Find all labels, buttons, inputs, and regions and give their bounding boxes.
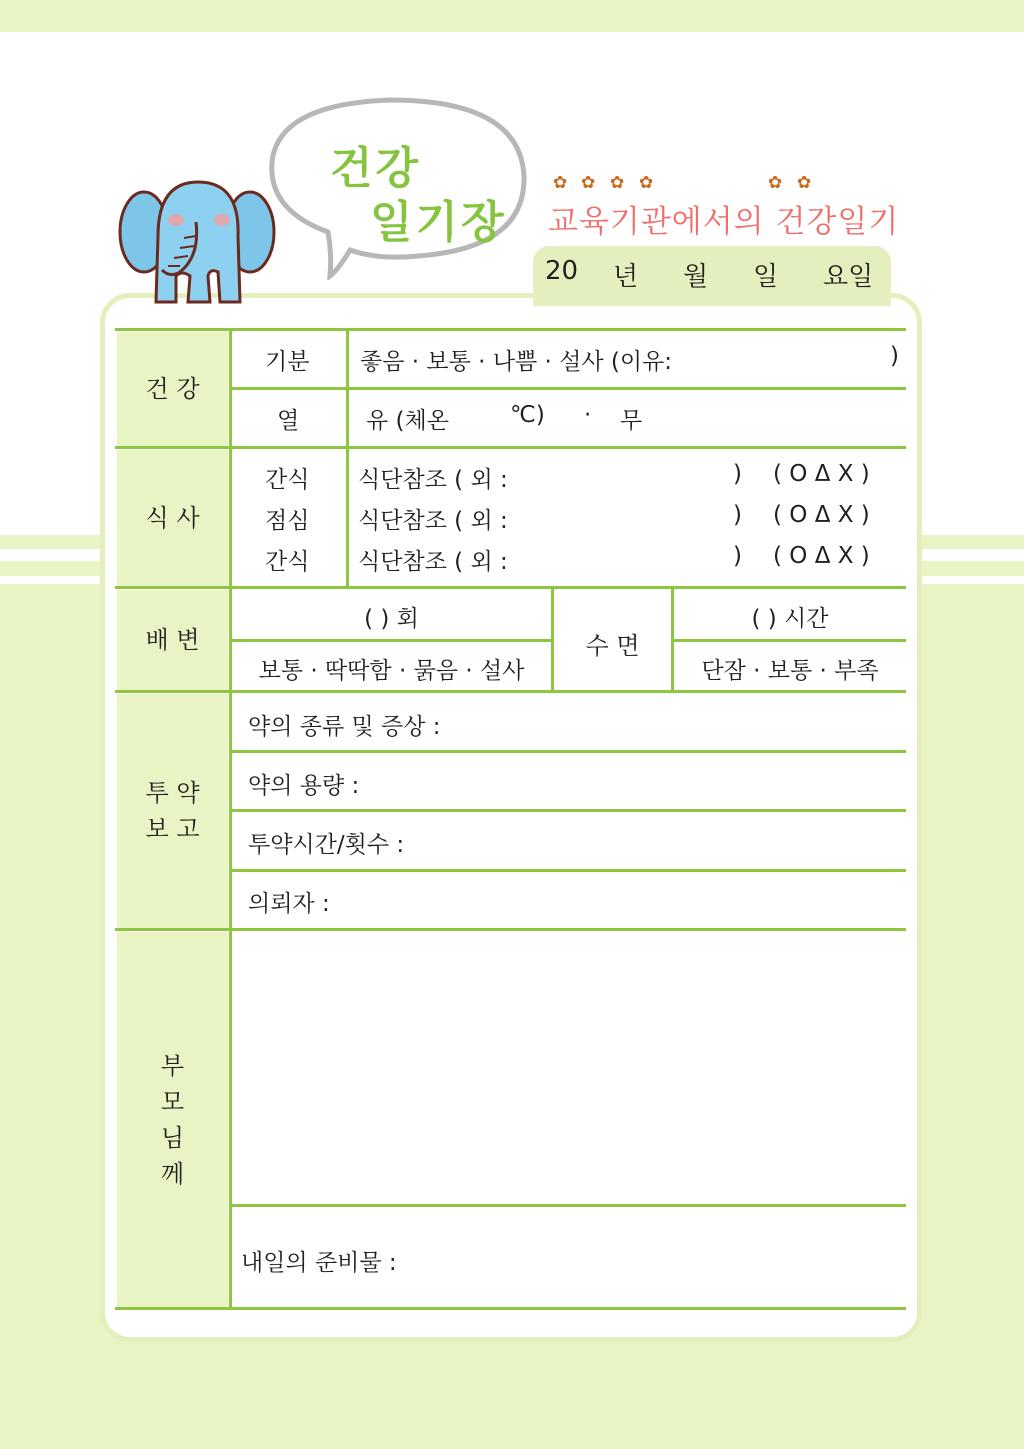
- meal-row-name: 간식: [265, 549, 310, 575]
- fever-yes[interactable]: 유 (체온: [366, 408, 449, 434]
- table-line: [115, 328, 906, 331]
- meal-row-name: 간식: [265, 467, 310, 493]
- meal-row-ref: 식단참조 ( 외 :: [358, 508, 508, 534]
- title-line1: 건강: [330, 143, 422, 194]
- date-weekday-label: 요일: [823, 262, 874, 292]
- meal-row-ref: 식단참조 ( 외 :: [358, 467, 508, 493]
- elephant-illustration: [118, 176, 278, 308]
- date-year-prefix: 20: [545, 256, 579, 286]
- tomorrow-supplies-field[interactable]: 내일의 준비물 :: [241, 1250, 397, 1276]
- date-month-label: 월: [683, 262, 709, 292]
- fever-unit: ℃): [510, 402, 545, 428]
- table-line: [232, 750, 906, 753]
- meal-row-rating[interactable]: ( O Δ X ): [773, 502, 870, 528]
- date-tab: [533, 246, 891, 306]
- table-line: [346, 328, 349, 589]
- flower-icon: ✿: [639, 173, 654, 193]
- flower-icon: ✿: [581, 173, 596, 193]
- table-line: [232, 869, 906, 872]
- subtitle: 교육기관에서의 건강일기: [548, 204, 900, 240]
- flower-icon: ✿: [768, 173, 783, 193]
- label-health: 건 강: [117, 332, 228, 446]
- label-medication: [117, 694, 228, 928]
- label-parents: [117, 932, 228, 1307]
- label-parents-char: 께: [160, 1159, 185, 1188]
- table-line: [232, 639, 553, 642]
- mood-label: 기분: [265, 349, 310, 375]
- bowel-options[interactable]: 보통 · 딱딱함 · 묽음 · 설사: [258, 658, 525, 684]
- title-line2: 일기장: [370, 197, 507, 248]
- flower-icon: ✿: [797, 173, 812, 193]
- table-line: [115, 690, 906, 693]
- mood-options[interactable]: 좋음 · 보통 · 나쁨 · 설사 (이유:: [360, 349, 673, 375]
- sleep-hours[interactable]: ( ) 시간: [751, 606, 829, 632]
- meal-row-ref: 식단참조 ( 외 :: [358, 549, 508, 575]
- label-parents-char: 모: [160, 1087, 185, 1116]
- label-bowel: 배 변: [117, 590, 228, 690]
- table-line: [115, 586, 906, 589]
- meal-row-rating[interactable]: ( O Δ X ): [773, 543, 870, 569]
- label-medication-line1: 투 약: [145, 779, 200, 807]
- meal-row-rating[interactable]: ( O Δ X ): [773, 461, 870, 487]
- meal-row-close: ): [733, 543, 742, 569]
- parents-message-area[interactable]: [232, 931, 906, 1204]
- flower-icon: ✿: [610, 173, 625, 193]
- label-meal: 식 사: [117, 450, 228, 586]
- meal-row-close: ): [733, 461, 742, 487]
- medication-requester-field[interactable]: 의뢰자 :: [248, 891, 330, 917]
- bowel-count[interactable]: ( ) 회: [364, 606, 419, 632]
- date-day-label: 일: [753, 262, 779, 292]
- fever-no[interactable]: 무: [620, 408, 643, 434]
- flower-icon: ✿: [553, 173, 568, 193]
- medication-type-field[interactable]: 약의 종류 및 증상 :: [248, 714, 441, 740]
- table-line: [673, 639, 906, 642]
- mood-close: ): [890, 343, 899, 369]
- fever-separator: ·: [584, 402, 592, 428]
- label-parents-char: 부: [160, 1051, 185, 1080]
- top-band: [0, 0, 1024, 32]
- table-line: [115, 1307, 906, 1310]
- date-year-label: 년: [613, 262, 639, 292]
- table-line: [232, 1204, 906, 1207]
- sleep-options[interactable]: 단잠 · 보통 · 부족: [701, 658, 879, 684]
- medication-time-field[interactable]: 투약시간/횟수 :: [248, 832, 405, 858]
- label-parents-char: 님: [160, 1123, 185, 1152]
- medication-dose-field[interactable]: 약의 용량 :: [248, 773, 360, 799]
- label-medication-line2: 보 고: [145, 815, 200, 843]
- sleep-label: 수 면: [585, 632, 640, 660]
- table-line: [115, 446, 906, 449]
- fever-label: 열: [277, 408, 300, 434]
- meal-row-name: 점심: [265, 508, 310, 534]
- meal-row-close: ): [733, 502, 742, 528]
- table-line: [232, 387, 906, 390]
- table-line: [232, 809, 906, 812]
